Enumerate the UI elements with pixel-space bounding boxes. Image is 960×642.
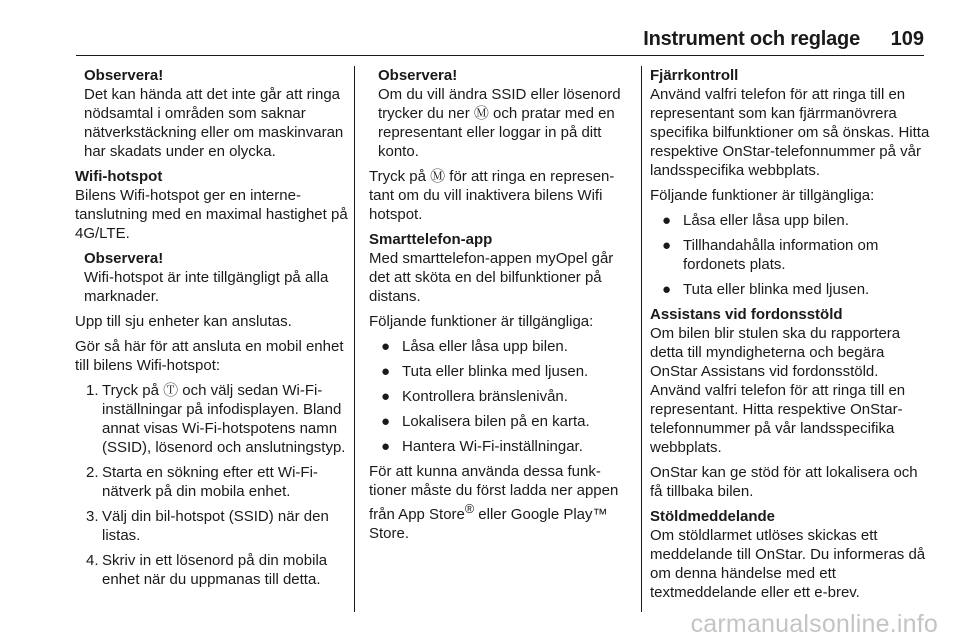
bullet-icon: ●	[381, 363, 391, 380]
column-1	[75, 66, 349, 595]
watermark: carmanualsonline.info	[690, 610, 938, 638]
list-item	[75, 381, 349, 457]
step-number: 3.	[86, 508, 99, 525]
bullet-icon: ●	[662, 281, 672, 298]
paragraph-app-intro: Med smarttelefon-appen myOpel går det att sköta en del bilfunktioner på distans.	[369, 250, 614, 305]
functions-list	[369, 337, 632, 456]
paragraph-remote-intro: Använd valfri telefon för att ringa till en representant som kan fjärrmanövrera specifika bilfunktioner om så önskas. Hitta respektive OnStar-telefonnummer på vår landsspecifika webbplats.	[650, 86, 930, 179]
list-item	[75, 507, 349, 545]
step-text: Skriv in ett lösenord på din mobila enhet när du uppmanas till detta.	[102, 552, 328, 588]
note-heading: Observera!	[84, 250, 164, 267]
list-item	[75, 463, 349, 501]
list-item	[650, 280, 930, 299]
column-divider-1	[354, 66, 355, 612]
list-item	[369, 362, 632, 381]
section-heading-wifi-hotspot: Wifi-hotspot	[75, 168, 163, 185]
note-emergency-call	[75, 66, 349, 161]
bullet-icon: ●	[662, 237, 672, 254]
list-item	[369, 387, 632, 406]
list-item-text: Låsa eller låsa upp bilen.	[402, 338, 568, 355]
paragraph-download-app	[369, 462, 632, 543]
download-text-part1: För att kunna använda dessa funktioner måste du först ladda ner appen från App Store	[369, 463, 619, 523]
list-item-text: Lokalisera bilen på en karta.	[402, 413, 590, 430]
step-text: Tryck på Ⓣ och välj sedan Wi-Fi-inställningar på infodisplayen. Bland annat visas Wi-Fi-hotspotens namn (SSID), lösenord och anslutningstyp.	[102, 382, 346, 456]
page-title: Instrument och reglage	[643, 28, 860, 50]
list-item	[650, 236, 930, 274]
column-2	[369, 66, 632, 549]
paragraph-device-count: Upp till sju enheter kan anslutas.	[75, 313, 292, 330]
section-heading-theft-assistance: Assistans vid fordonsstöld	[650, 306, 843, 323]
list-item	[650, 211, 930, 230]
section-heading-remote-control: Fjärrkontroll	[650, 67, 739, 84]
note-text: Om du vill ändra SSID eller lösenord trycker du ner Ⓜ och pratar med en representant eller loggar in på ditt konto.	[378, 86, 621, 160]
page-header	[0, 0, 960, 56]
paragraph-functions-available: Följande funktioner är tillgängliga:	[369, 313, 594, 330]
note-heading: Observera!	[378, 67, 458, 84]
list-item	[369, 337, 632, 356]
list-item-text: Låsa eller låsa upp bilen.	[683, 212, 849, 229]
bullet-icon: ●	[381, 338, 391, 355]
note-wifi-availability	[75, 249, 349, 306]
section-heading-theft-alarm: Stöldmeddelande	[650, 508, 776, 525]
section-heading-smartphone-app: Smarttelefon-app	[369, 231, 493, 248]
list-item-text: Hantera Wi-Fi-inställningar.	[402, 438, 583, 455]
list-item	[75, 551, 349, 589]
note-text: Det kan hända att det inte går att ringa nödsamtal i områden som saknar nätverkstäckning eller om maskinvaran har skadats under en olycka.	[84, 86, 344, 160]
step-text: Starta en sökning efter ett Wi-Fi-nätverk på din mobila enhet.	[102, 464, 318, 500]
column-3	[650, 66, 930, 608]
note-text: Wifi-hotspot är inte tillgängligt på alla marknader.	[84, 269, 329, 305]
bullet-icon: ●	[381, 438, 391, 455]
step-text: Välj din bil-hotspot (SSID) när den listas.	[102, 508, 329, 544]
header-rule	[76, 55, 924, 56]
note-heading: Observera!	[84, 67, 164, 84]
column-divider-2	[641, 66, 642, 612]
page-number: 109	[890, 28, 924, 50]
download-text-part2: eller Google Play™ Store.	[369, 506, 608, 542]
note-change-ssid	[369, 66, 632, 161]
step-number: 2.	[86, 464, 99, 481]
bullet-icon: ●	[381, 388, 391, 405]
paragraph-functions-available: Följande funktioner är tillgängliga:	[650, 187, 875, 204]
registered-mark: ®	[464, 502, 475, 516]
step-number: 4.	[86, 552, 99, 569]
step-number: 1.	[86, 382, 99, 399]
paragraph-wifi-intro: Bilens Wifi-hotspot ger en internetanslutning med en maximal hastighet på 4G/LTE.	[75, 187, 348, 242]
paragraph-locate-vehicle: OnStar kan ge stöd för att lokalisera och få tillbaka bilen.	[650, 464, 918, 500]
bullet-icon: ●	[662, 212, 672, 229]
remote-functions-list	[650, 211, 930, 299]
bullet-icon: ●	[381, 413, 391, 430]
list-item	[369, 412, 632, 431]
list-item-text: Tillhandahålla information om fordonets plats.	[683, 237, 879, 273]
steps-list	[75, 381, 349, 589]
list-item-text: Kontrollera bränslenivån.	[402, 388, 568, 405]
paragraph-disable-hotspot: Tryck på Ⓜ för att ringa en representant om du vill inaktivera bilens Wifi hotspot.	[369, 168, 615, 223]
paragraph-theft-alarm: Om stöldlarmet utlöses skickas ett meddelande till OnStar. Du informeras då om denna händelse med ett textmeddelande eller ett e-brev.	[650, 527, 926, 601]
list-item-text: Tuta eller blinka med ljusen.	[402, 363, 589, 380]
paragraph-theft-assistance: Om bilen blir stulen ska du rapportera detta till myndigheterna och begära OnStar Assistans vid fordonsstöld. Använd valfri telefon för att ringa till en representant. Hitta respektive OnStar-telefonnummer på vår landsspecifika webbplats.	[650, 325, 906, 456]
paragraph-connect-howto: Gör så här för att ansluta en mobil enhet till bilens Wifi-hotspot:	[75, 338, 344, 374]
list-item	[369, 437, 632, 456]
list-item-text: Tuta eller blinka med ljusen.	[683, 281, 870, 298]
